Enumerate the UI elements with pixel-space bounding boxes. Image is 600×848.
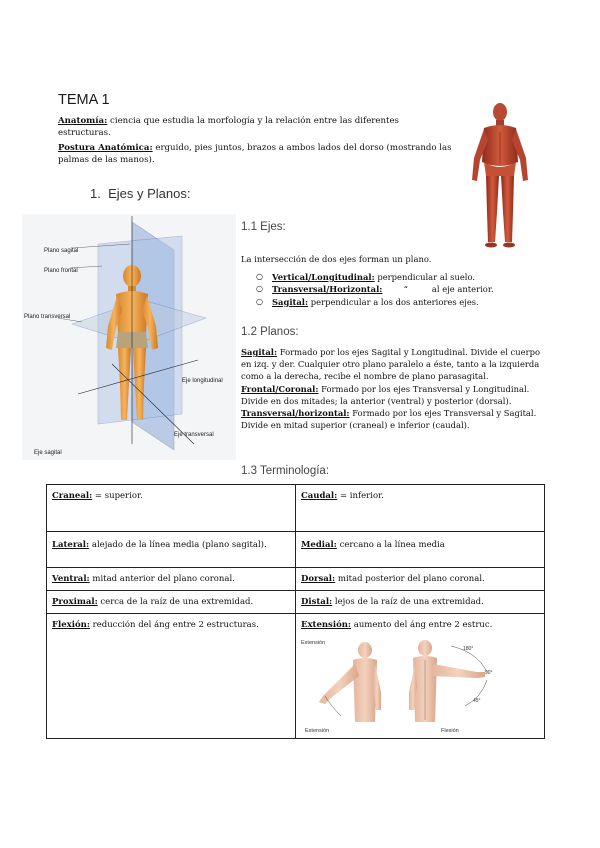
cell-text: aumento del áng entre 2 estruc. [351,620,493,630]
term: Medial: [301,540,337,550]
label-plano-sagital: Plano sagital [44,248,79,254]
table-cell [47,568,296,591]
definition-anatomia [58,116,453,139]
table-row [47,568,545,591]
table-cell [47,532,296,568]
figure-label-extension-top: Extensión [301,640,326,646]
term: Caudal: [301,491,338,501]
term-postura: Postura Anatómica: [58,143,153,153]
definition-postura [58,143,453,166]
table-cell [296,568,545,591]
cell-text: cercano a la línea media [336,540,445,550]
term: Distal: [301,597,333,607]
term: Vertical/Longitudinal: [272,272,375,282]
section-title: Ejes y Planos: [108,186,191,201]
cell-text: = superior. [92,491,143,501]
cell-text: lejos de la raíz de una extremidad. [332,597,484,607]
item-text: perpendicular al suelo. [374,272,476,282]
plane-definition [241,346,549,383]
label-eje-sagital: Eje sagital [34,450,62,456]
figure-label-extension: Extensión [305,728,330,734]
item-text: “ al eje anterior. [382,284,494,295]
term-anatomia: Anatomía: [58,116,108,126]
planos-text [241,346,549,431]
term: Flexión: [52,620,90,630]
definition-text: ciencia que estudia la morfología y la relación entre las diferentes estructuras. [58,116,399,138]
flexion-extension-figure [301,636,501,736]
axes-list [256,271,494,308]
cell-text: mitad anterior del plano coronal. [89,574,235,584]
section-number: 1. [90,186,101,201]
term: Proximal: [52,597,98,607]
terminology-table [46,484,545,739]
muscle-figure-image [466,102,534,248]
term: Sagital: [272,296,309,307]
list-item [256,296,494,308]
table-row [47,614,545,739]
figure-label-degrees: 180° [463,646,474,652]
cell-text: mitad posterior del plano coronal. [335,574,485,584]
subheading-ejes: 1.1 Ejes: [241,221,286,233]
subheading-planos: 1.2 Planos: [241,326,299,338]
table-cell [47,614,296,739]
term: Extensión: [301,620,352,630]
term: Frontal/Coronal: [241,383,319,394]
definition-text: erguido, pies juntos, brazos a ambos lados del dorso (mostrando las palmas de las manos). [58,143,452,165]
term: Lateral: [52,540,90,550]
table-row [47,485,545,532]
item-text: perpendicular a los dos anteriores ejes. [308,296,479,307]
label-plano-frontal: Plano frontal [44,268,78,274]
list-item [256,271,494,283]
anatomical-planes-diagram [22,214,236,460]
ejes-intro: La intersección de dos ejes forman un plano. [241,254,432,264]
table-cell [296,614,545,739]
table-row [47,591,545,614]
figure-label-degrees: 45° [473,698,481,704]
term: Ventral: [52,574,90,584]
cell-text: alejado de la línea media (plano sagital). [89,540,267,550]
cell-text: reducción del áng entre 2 estructuras. [89,620,259,630]
definition-text: Formado por los ejes Transversal y Longitudinal. Divide en dos mitades; la anterior (ventral) y posterior (dorsal). [241,383,530,406]
term: Transversal/Horizontal: [272,284,383,295]
figure-label-degrees: 90° [485,670,493,676]
page-title: TEMA 1 [58,92,110,108]
table-cell [296,532,545,568]
label-eje-longitudinal: Eje longitudinal [182,378,223,384]
term: Transversal/horizontal: [241,408,350,419]
cell-text: = inferior. [337,491,384,501]
label-plano-transversal: Plano transversal [24,314,71,320]
definition-text: Formado por los ejes Sagital y Longitudinal. Divide el cuerpo en izq. y der. Cualquier otro plano paralelo a éste, tanto a la izquierda como a la derecha, recibe el nombre de plano parasagital. [241,347,540,382]
term: Dorsal: [301,574,336,584]
section-heading [90,186,190,201]
cell-text: cerca de la raíz de una extremidad. [97,597,254,607]
figure-label-flexion: Flexión [441,728,459,734]
label-eje-transversal: Eje transversal [174,432,214,438]
plane-definition [241,407,549,431]
table-cell [296,485,545,532]
plane-definition [241,383,549,407]
term: Sagital: [241,347,278,357]
term: Craneal: [52,491,93,501]
definition-text: Formado por los ejes Transversal y Sagital. Divide en mitad superior (craneal) e inferior (caudal). [241,408,537,431]
table-row [47,532,545,568]
list-item [256,283,494,295]
table-cell [47,591,296,614]
subheading-terminologia: 1.3 Terminología: [241,465,330,477]
table-cell [296,591,545,614]
table-cell [47,485,296,532]
